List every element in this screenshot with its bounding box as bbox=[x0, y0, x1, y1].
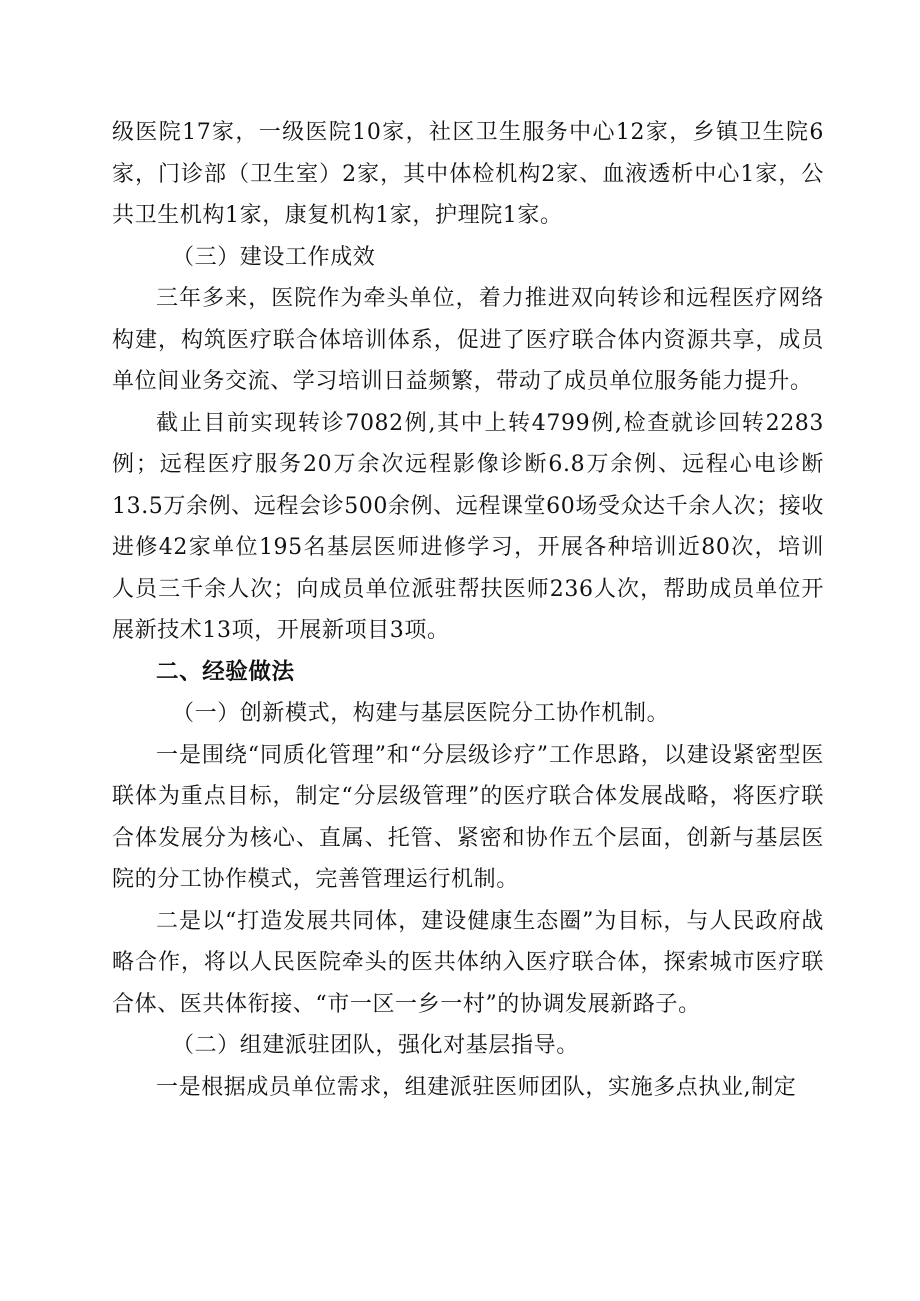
paragraph-three-years: 三年多来，医院作为牵头单位，着力推进双向转诊和远程医疗网络构建，构筑医疗联合体培训体系，促进了医疗联合体内资源共享，成员单位间业务交流、学习培训日益频繁，带动了成员单位服务能力提升。 bbox=[112, 286, 824, 394]
paragraph-statistics: 截止目前实现转诊7082例,其中上转4799例,检查就诊回转2283例；远程医疗服务20万余次远程影像诊断6.8万余例、远程心电诊断13.5万余例、远程会诊500余例、远程课堂60场受众达千余人次；接收进修42家单位195名基层医师进修学习，开展各种培训近80次，培训人员三千余人次；向成员单位派驻帮扶医师236人次，帮助成员单位开展新技术13项，开展新项目3项。 bbox=[112, 410, 824, 643]
paragraph-hospital-counts: 级医院17家，一级医院10家，社区卫生服务中心12家，乡镇卫生院6家，门诊部（卫生室）2家，其中体检机构2家、血液透析中心1家，公共卫生机构1家，康复机构1家，护理院1家。 bbox=[112, 120, 824, 228]
subheading-innovation-model: （一）创新模式，构建与基层医院分工协作机制。 bbox=[172, 701, 670, 726]
paragraph-first-strategy: 一是围绕“同质化管理”和“分层级诊疗”工作思路，以建设紧密型医联体为重点目标，制定“分层级管理”的医疗联合体发展战略，将医疗联合体发展分为核心、直属、托管、紧密和协作五个层面，创新与基层医院的分工协作模式，完善管理运行机制。 bbox=[112, 742, 824, 892]
section-heading-experience: 二、经验做法 bbox=[156, 658, 295, 685]
subheading-dispatch-team: （二）组建派驻团队，强化对基层指导。 bbox=[172, 1033, 579, 1058]
document-body bbox=[112, 112, 824, 1108]
paragraph-dispatch-first: 一是根据成员单位需求，组建派驻医师团队，实施多点执业,制定 bbox=[156, 1074, 797, 1100]
subheading-construction-results: （三）建设工作成效 bbox=[172, 244, 376, 270]
paragraph-second-strategy: 二是以“打造发展共同体，建设健康生态圈”为目标，与人民政府战略合作，将以人民医院牵头的医共体纳入医疗联合体，探索城市医疗联合体、医共体衔接、“市一区一乡一村”的协调发展新路子。 bbox=[112, 908, 824, 1017]
